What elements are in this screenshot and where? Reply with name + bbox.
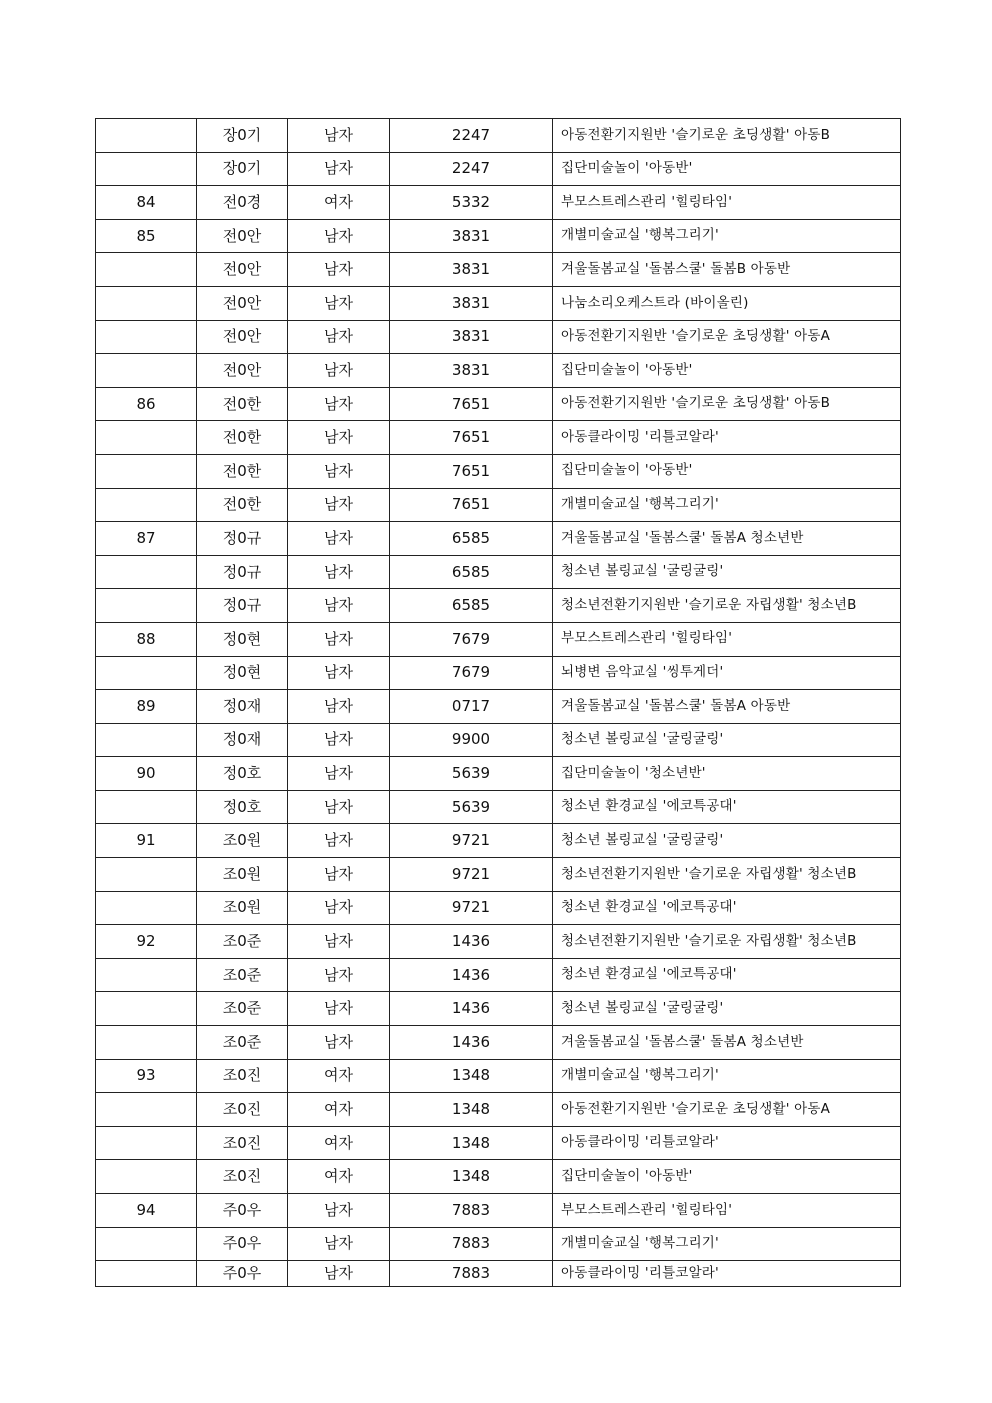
- row-number-cell: 91: [96, 824, 197, 858]
- gender-cell: 남자: [288, 354, 390, 388]
- row-number-cell: 92: [96, 925, 197, 959]
- name-cell: 장0기: [197, 152, 288, 186]
- id-code-cell: 7651: [390, 454, 553, 488]
- gender-cell: 남자: [288, 387, 390, 421]
- table-row: [96, 958, 901, 992]
- row-number-cell: [96, 1227, 197, 1261]
- table-row: [96, 824, 901, 858]
- gender-cell: 남자: [288, 757, 390, 791]
- program-cell: 아동전환기지원반 '슬기로운 초딩생활' 아동A: [553, 1093, 901, 1127]
- program-cell: 청소년 환경교실 '에코특공대': [553, 958, 901, 992]
- program-cell: 집단미술놀이 '아동반': [553, 354, 901, 388]
- name-cell: 정0규: [197, 555, 288, 589]
- name-cell: 전0안: [197, 253, 288, 287]
- program-cell: 뇌병변 음악교실 '씽투게더': [553, 656, 901, 690]
- table-row: [96, 1026, 901, 1060]
- id-code-cell: 7679: [390, 622, 553, 656]
- id-code-cell: 9721: [390, 824, 553, 858]
- gender-cell: 여자: [288, 1126, 390, 1160]
- id-code-cell: 7883: [390, 1227, 553, 1261]
- program-cell: 집단미술놀이 '청소년반': [553, 757, 901, 791]
- table-row: [96, 152, 901, 186]
- program-cell: 아동전환기지원반 '슬기로운 초딩생활' 아동B: [553, 387, 901, 421]
- row-number-cell: [96, 656, 197, 690]
- gender-cell: 남자: [288, 1227, 390, 1261]
- table-row: [96, 1261, 901, 1287]
- table-row: [96, 1059, 901, 1093]
- table-row: [96, 320, 901, 354]
- program-cell: 개별미술교실 '행복그리기': [553, 1227, 901, 1261]
- id-code-cell: 7883: [390, 1194, 553, 1228]
- id-code-cell: 3831: [390, 286, 553, 320]
- program-cell: 겨울돌봄교실 '돌봄스쿨' 돌봄A 청소년반: [553, 1026, 901, 1060]
- id-code-cell: 9721: [390, 858, 553, 892]
- name-cell: 전0안: [197, 354, 288, 388]
- id-code-cell: 5639: [390, 757, 553, 791]
- id-code-cell: 6585: [390, 522, 553, 556]
- gender-cell: 남자: [288, 522, 390, 556]
- row-number-cell: [96, 1026, 197, 1060]
- id-code-cell: 1436: [390, 1026, 553, 1060]
- name-cell: 조0준: [197, 1026, 288, 1060]
- id-code-cell: 1348: [390, 1126, 553, 1160]
- id-code-cell: 1436: [390, 992, 553, 1026]
- id-code-cell: 1348: [390, 1093, 553, 1127]
- gender-cell: 남자: [288, 286, 390, 320]
- id-code-cell: 7651: [390, 488, 553, 522]
- gender-cell: 남자: [288, 622, 390, 656]
- table-row: [96, 1160, 901, 1194]
- table-row: [96, 421, 901, 455]
- gender-cell: 남자: [288, 219, 390, 253]
- program-cell: 겨울돌봄교실 '돌봄스쿨' 돌봄B 아동반: [553, 253, 901, 287]
- name-cell: 전0한: [197, 421, 288, 455]
- name-cell: 전0한: [197, 387, 288, 421]
- name-cell: 조0준: [197, 925, 288, 959]
- id-code-cell: 5332: [390, 186, 553, 220]
- table-row: [96, 286, 901, 320]
- name-cell: 정0호: [197, 757, 288, 791]
- table-row: [96, 1126, 901, 1160]
- row-number-cell: [96, 992, 197, 1026]
- name-cell: 전0한: [197, 488, 288, 522]
- row-number-cell: [96, 152, 197, 186]
- name-cell: 주0우: [197, 1194, 288, 1228]
- name-cell: 정0규: [197, 522, 288, 556]
- gender-cell: 남자: [288, 488, 390, 522]
- program-cell: 집단미술놀이 '아동반': [553, 152, 901, 186]
- gender-cell: 여자: [288, 186, 390, 220]
- table-row: [96, 1093, 901, 1127]
- program-cell: 청소년 볼링교실 '굴링굴링': [553, 824, 901, 858]
- id-code-cell: 1436: [390, 958, 553, 992]
- id-code-cell: 3831: [390, 320, 553, 354]
- id-code-cell: 3831: [390, 253, 553, 287]
- name-cell: 정0현: [197, 656, 288, 690]
- row-number-cell: [96, 1126, 197, 1160]
- gender-cell: 남자: [288, 824, 390, 858]
- name-cell: 조0원: [197, 858, 288, 892]
- gender-cell: 남자: [288, 790, 390, 824]
- id-code-cell: 3831: [390, 354, 553, 388]
- name-cell: 장0기: [197, 119, 288, 153]
- row-number-cell: [96, 454, 197, 488]
- program-cell: 청소년전환기지원반 '슬기로운 자립생활' 청소년B: [553, 925, 901, 959]
- table-row: [96, 992, 901, 1026]
- row-number-cell: [96, 421, 197, 455]
- program-cell: 나눔소리오케스트라 (바이올린): [553, 286, 901, 320]
- gender-cell: 남자: [288, 152, 390, 186]
- program-cell: 개별미술교실 '행복그리기': [553, 488, 901, 522]
- table-row: [96, 656, 901, 690]
- program-cell: 아동클라이밍 '리틀코알라': [553, 1126, 901, 1160]
- gender-cell: 여자: [288, 1059, 390, 1093]
- program-cell: 청소년 볼링교실 '굴링굴링': [553, 555, 901, 589]
- program-cell: 겨울돌봄교실 '돌봄스쿨' 돌봄A 청소년반: [553, 522, 901, 556]
- name-cell: 전0한: [197, 454, 288, 488]
- table-row: [96, 622, 901, 656]
- gender-cell: 여자: [288, 1160, 390, 1194]
- name-cell: 정0현: [197, 622, 288, 656]
- gender-cell: 남자: [288, 656, 390, 690]
- table-row: [96, 723, 901, 757]
- id-code-cell: 7651: [390, 387, 553, 421]
- table-row: [96, 790, 901, 824]
- program-cell: 부모스트레스관리 '힐링타임': [553, 1194, 901, 1228]
- program-cell: 집단미술놀이 '아동반': [553, 454, 901, 488]
- name-cell: 정0규: [197, 589, 288, 623]
- program-cell: 청소년 환경교실 '에코특공대': [553, 790, 901, 824]
- table-row: [96, 253, 901, 287]
- row-number-cell: [96, 555, 197, 589]
- table-row: [96, 1227, 901, 1261]
- row-number-cell: 87: [96, 522, 197, 556]
- name-cell: 조0진: [197, 1160, 288, 1194]
- table-row: [96, 589, 901, 623]
- gender-cell: 남자: [288, 891, 390, 925]
- id-code-cell: 7883: [390, 1261, 553, 1287]
- table-row: [96, 757, 901, 791]
- row-number-cell: [96, 286, 197, 320]
- gender-cell: 여자: [288, 1093, 390, 1127]
- table-row: [96, 488, 901, 522]
- program-cell: 청소년전환기지원반 '슬기로운 자립생활' 청소년B: [553, 858, 901, 892]
- program-cell: 청소년 볼링교실 '굴링굴링': [553, 992, 901, 1026]
- row-number-cell: [96, 589, 197, 623]
- gender-cell: 남자: [288, 1261, 390, 1287]
- row-number-cell: 88: [96, 622, 197, 656]
- gender-cell: 남자: [288, 589, 390, 623]
- table-row: [96, 454, 901, 488]
- id-code-cell: 6585: [390, 589, 553, 623]
- name-cell: 전0경: [197, 186, 288, 220]
- id-code-cell: 1436: [390, 925, 553, 959]
- name-cell: 주0우: [197, 1227, 288, 1261]
- program-cell: 겨울돌봄교실 '돌봄스쿨' 돌봄A 아동반: [553, 690, 901, 724]
- program-cell: 청소년 환경교실 '에코특공대': [553, 891, 901, 925]
- row-number-cell: [96, 488, 197, 522]
- id-code-cell: 1348: [390, 1160, 553, 1194]
- id-code-cell: 7679: [390, 656, 553, 690]
- row-number-cell: [96, 253, 197, 287]
- row-number-cell: [96, 958, 197, 992]
- gender-cell: 남자: [288, 723, 390, 757]
- gender-cell: 남자: [288, 958, 390, 992]
- gender-cell: 남자: [288, 992, 390, 1026]
- id-code-cell: 7651: [390, 421, 553, 455]
- row-number-cell: 85: [96, 219, 197, 253]
- table-row: [96, 387, 901, 421]
- gender-cell: 남자: [288, 690, 390, 724]
- program-cell: 아동클라이밍 '리틀코알라': [553, 1261, 901, 1287]
- program-cell: 아동전환기지원반 '슬기로운 초딩생활' 아동A: [553, 320, 901, 354]
- row-number-cell: [96, 1160, 197, 1194]
- table-row: [96, 1194, 901, 1228]
- gender-cell: 남자: [288, 320, 390, 354]
- row-number-cell: [96, 858, 197, 892]
- gender-cell: 남자: [288, 119, 390, 153]
- name-cell: 정0재: [197, 690, 288, 724]
- name-cell: 정0재: [197, 723, 288, 757]
- gender-cell: 남자: [288, 925, 390, 959]
- row-number-cell: 90: [96, 757, 197, 791]
- name-cell: 주0우: [197, 1261, 288, 1287]
- program-cell: 부모스트레스관리 '힐링타임': [553, 622, 901, 656]
- table-row: [96, 891, 901, 925]
- program-cell: 아동클라이밍 '리틀코알라': [553, 421, 901, 455]
- participant-table-body: [96, 119, 901, 1287]
- row-number-cell: [96, 354, 197, 388]
- table-row: [96, 690, 901, 724]
- name-cell: 조0준: [197, 958, 288, 992]
- id-code-cell: 6585: [390, 555, 553, 589]
- row-number-cell: [96, 891, 197, 925]
- row-number-cell: 84: [96, 186, 197, 220]
- program-cell: 집단미술놀이 '아동반': [553, 1160, 901, 1194]
- row-number-cell: [96, 119, 197, 153]
- name-cell: 조0진: [197, 1059, 288, 1093]
- gender-cell: 남자: [288, 253, 390, 287]
- program-cell: 개별미술교실 '행복그리기': [553, 1059, 901, 1093]
- row-number-cell: 89: [96, 690, 197, 724]
- program-cell: 청소년 볼링교실 '굴링굴링': [553, 723, 901, 757]
- id-code-cell: 2247: [390, 152, 553, 186]
- gender-cell: 남자: [288, 1026, 390, 1060]
- gender-cell: 남자: [288, 555, 390, 589]
- name-cell: 정0호: [197, 790, 288, 824]
- name-cell: 전0안: [197, 320, 288, 354]
- table-row: [96, 219, 901, 253]
- name-cell: 전0안: [197, 219, 288, 253]
- gender-cell: 남자: [288, 421, 390, 455]
- table-row: [96, 186, 901, 220]
- name-cell: 전0안: [197, 286, 288, 320]
- row-number-cell: [96, 1261, 197, 1287]
- row-number-cell: [96, 723, 197, 757]
- table-row: [96, 858, 901, 892]
- name-cell: 조0원: [197, 891, 288, 925]
- id-code-cell: 1348: [390, 1059, 553, 1093]
- program-cell: 아동전환기지원반 '슬기로운 초딩생활' 아동B: [553, 119, 901, 153]
- row-number-cell: [96, 320, 197, 354]
- table-row: [96, 555, 901, 589]
- row-number-cell: 93: [96, 1059, 197, 1093]
- table-row: [96, 925, 901, 959]
- name-cell: 조0원: [197, 824, 288, 858]
- row-number-cell: 86: [96, 387, 197, 421]
- gender-cell: 남자: [288, 858, 390, 892]
- document-page: [95, 118, 900, 1287]
- id-code-cell: 9900: [390, 723, 553, 757]
- row-number-cell: [96, 790, 197, 824]
- program-cell: 부모스트레스관리 '힐링타임': [553, 186, 901, 220]
- name-cell: 조0진: [197, 1093, 288, 1127]
- id-code-cell: 9721: [390, 891, 553, 925]
- program-cell: 개별미술교실 '행복그리기': [553, 219, 901, 253]
- name-cell: 조0진: [197, 1126, 288, 1160]
- table-row: [96, 522, 901, 556]
- id-code-cell: 0717: [390, 690, 553, 724]
- id-code-cell: 5639: [390, 790, 553, 824]
- id-code-cell: 2247: [390, 119, 553, 153]
- name-cell: 조0준: [197, 992, 288, 1026]
- program-cell: 청소년전환기지원반 '슬기로운 자립생활' 청소년B: [553, 589, 901, 623]
- id-code-cell: 3831: [390, 219, 553, 253]
- table-row: [96, 119, 901, 153]
- row-number-cell: 94: [96, 1194, 197, 1228]
- row-number-cell: [96, 1093, 197, 1127]
- gender-cell: 남자: [288, 454, 390, 488]
- table-row: [96, 354, 901, 388]
- participant-table: [95, 118, 901, 1287]
- gender-cell: 남자: [288, 1194, 390, 1228]
